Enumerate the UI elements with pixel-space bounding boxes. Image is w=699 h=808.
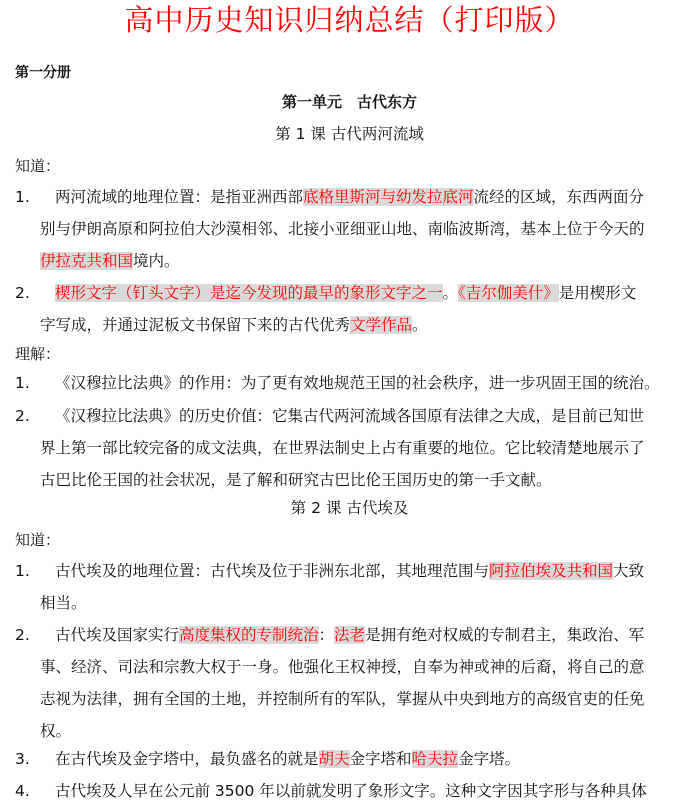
text-run: 流经的区域，东西两面分 bbox=[473, 188, 645, 206]
text-run: 。 bbox=[412, 316, 428, 334]
text-run: 别与伊朗高原和阿拉伯大沙漠相邻、北接小亚细亚山地、南临波斯湾，基本上位于今天的 bbox=[40, 220, 645, 238]
list-item-line bbox=[40, 587, 87, 619]
section-label-know: 知道： bbox=[15, 157, 61, 175]
list-item-line bbox=[40, 309, 428, 341]
highlighted-term: 伊拉克共和国 bbox=[40, 252, 134, 270]
text-run: 事、经济、司法和宗教大权于一身。他强化王权神授，自奉为神或神的后裔，将自己的意 bbox=[40, 658, 645, 676]
text-run: 古代埃及国家实行 bbox=[55, 626, 180, 644]
list-number: 4. bbox=[15, 782, 30, 800]
text-run: 《汉穆拉比法典》的作用：为了更有效地规范王国的社会秩序，进一步巩固王国的统治。 bbox=[55, 374, 660, 392]
list-item-line bbox=[40, 683, 645, 715]
list-number: 1. bbox=[15, 374, 30, 392]
text-run: 志视为法律，拥有全国的土地，并控制所有的军队，掌握从中央到地方的高级官吏的任免 bbox=[40, 690, 645, 708]
unit-heading: 第一单元 古代东方 bbox=[281, 93, 417, 111]
list-item-line bbox=[40, 651, 645, 683]
list-item-line bbox=[55, 743, 520, 775]
list-item-line bbox=[55, 775, 647, 807]
section-label-know: 知道： bbox=[15, 531, 61, 549]
lesson-title: 第 2 课 古代埃及 bbox=[290, 499, 409, 517]
highlighted-term: 楔形文字（钉头文字）是迄今发现的最早的象形文字之一 bbox=[55, 284, 443, 302]
list-item-line bbox=[55, 367, 660, 399]
text-run: 两河流域的地理位置：是指亚洲西部 bbox=[55, 188, 304, 206]
text-run: 大致 bbox=[613, 562, 645, 580]
text-run: 古代埃及人早在公元前 3500 年以前就发明了象形文字。这种文字因其字形与各种具体 bbox=[55, 782, 647, 800]
list-item-line bbox=[40, 464, 552, 496]
text-run: 界上第一部比较完备的成文法典，在世界法制史上占有重要的地位。它比较清楚地展示了 bbox=[40, 439, 645, 457]
section-label-understand: 理解： bbox=[15, 345, 61, 363]
text-run: 金字塔和 bbox=[349, 750, 412, 768]
text-run: 权。 bbox=[40, 722, 72, 740]
highlighted-term: 阿拉伯埃及共和国 bbox=[489, 562, 614, 580]
list-item-line bbox=[55, 400, 644, 432]
text-run: 金字塔。 bbox=[458, 750, 521, 768]
text-run: 古巴比伦王国的社会状况，是了解和研究古巴比伦王国历史的第一手文献。 bbox=[40, 471, 552, 489]
text-run: 是用楔形文 bbox=[558, 284, 637, 302]
highlighted-term: 文学作品 bbox=[350, 316, 413, 334]
list-item-line bbox=[55, 181, 644, 213]
text-run: 是拥有绝对权威的专制君主，集政治、军 bbox=[365, 626, 645, 644]
text-run: 古代埃及的地理位置：古代埃及位于非洲东北部，其地理范围与 bbox=[55, 562, 490, 580]
list-number: 2. bbox=[15, 626, 30, 644]
list-item-line bbox=[40, 245, 180, 277]
text-run: 相当。 bbox=[40, 594, 87, 612]
text-run: 字写成，并通过泥板文书保留下来的古代优秀 bbox=[40, 316, 351, 334]
list-number: 3. bbox=[15, 750, 30, 768]
highlighted-term: 哈夫拉 bbox=[411, 750, 459, 768]
document-title: 高中历史知识归纳总结（打印版） bbox=[124, 3, 575, 37]
text-run: 境内。 bbox=[133, 252, 180, 270]
highlighted-term: 高度集权的专制统治 bbox=[179, 626, 319, 644]
list-number: 2. bbox=[15, 284, 30, 302]
volume-heading: 第一分册 bbox=[15, 65, 71, 81]
list-number: 1. bbox=[15, 562, 30, 580]
list-number: 2. bbox=[15, 407, 30, 425]
highlighted-term: 《吉尔伽美什》 bbox=[458, 284, 559, 302]
text-run: 在古代埃及金字塔中，最负盛名的就是 bbox=[55, 750, 319, 768]
text-run: 《汉穆拉比法典》的历史价值：它集古代两河流域各国原有法律之大成，是目前已知世 bbox=[55, 407, 645, 425]
list-item-line bbox=[55, 619, 644, 651]
list-item-line bbox=[40, 432, 645, 464]
highlighted-term: 胡夫 bbox=[318, 750, 350, 768]
list-item-line bbox=[55, 555, 644, 587]
list-item-line bbox=[55, 277, 636, 309]
lesson-title: 第 1 课 古代两河流域 bbox=[275, 125, 424, 143]
highlighted-term: 法老 bbox=[334, 626, 366, 644]
highlighted-term: 底格里斯河与幼发拉底河 bbox=[303, 188, 474, 206]
list-item-line bbox=[40, 213, 645, 245]
list-number: 1. bbox=[15, 188, 30, 206]
text-run: ： bbox=[318, 626, 335, 644]
text-run: 。 bbox=[442, 284, 459, 302]
